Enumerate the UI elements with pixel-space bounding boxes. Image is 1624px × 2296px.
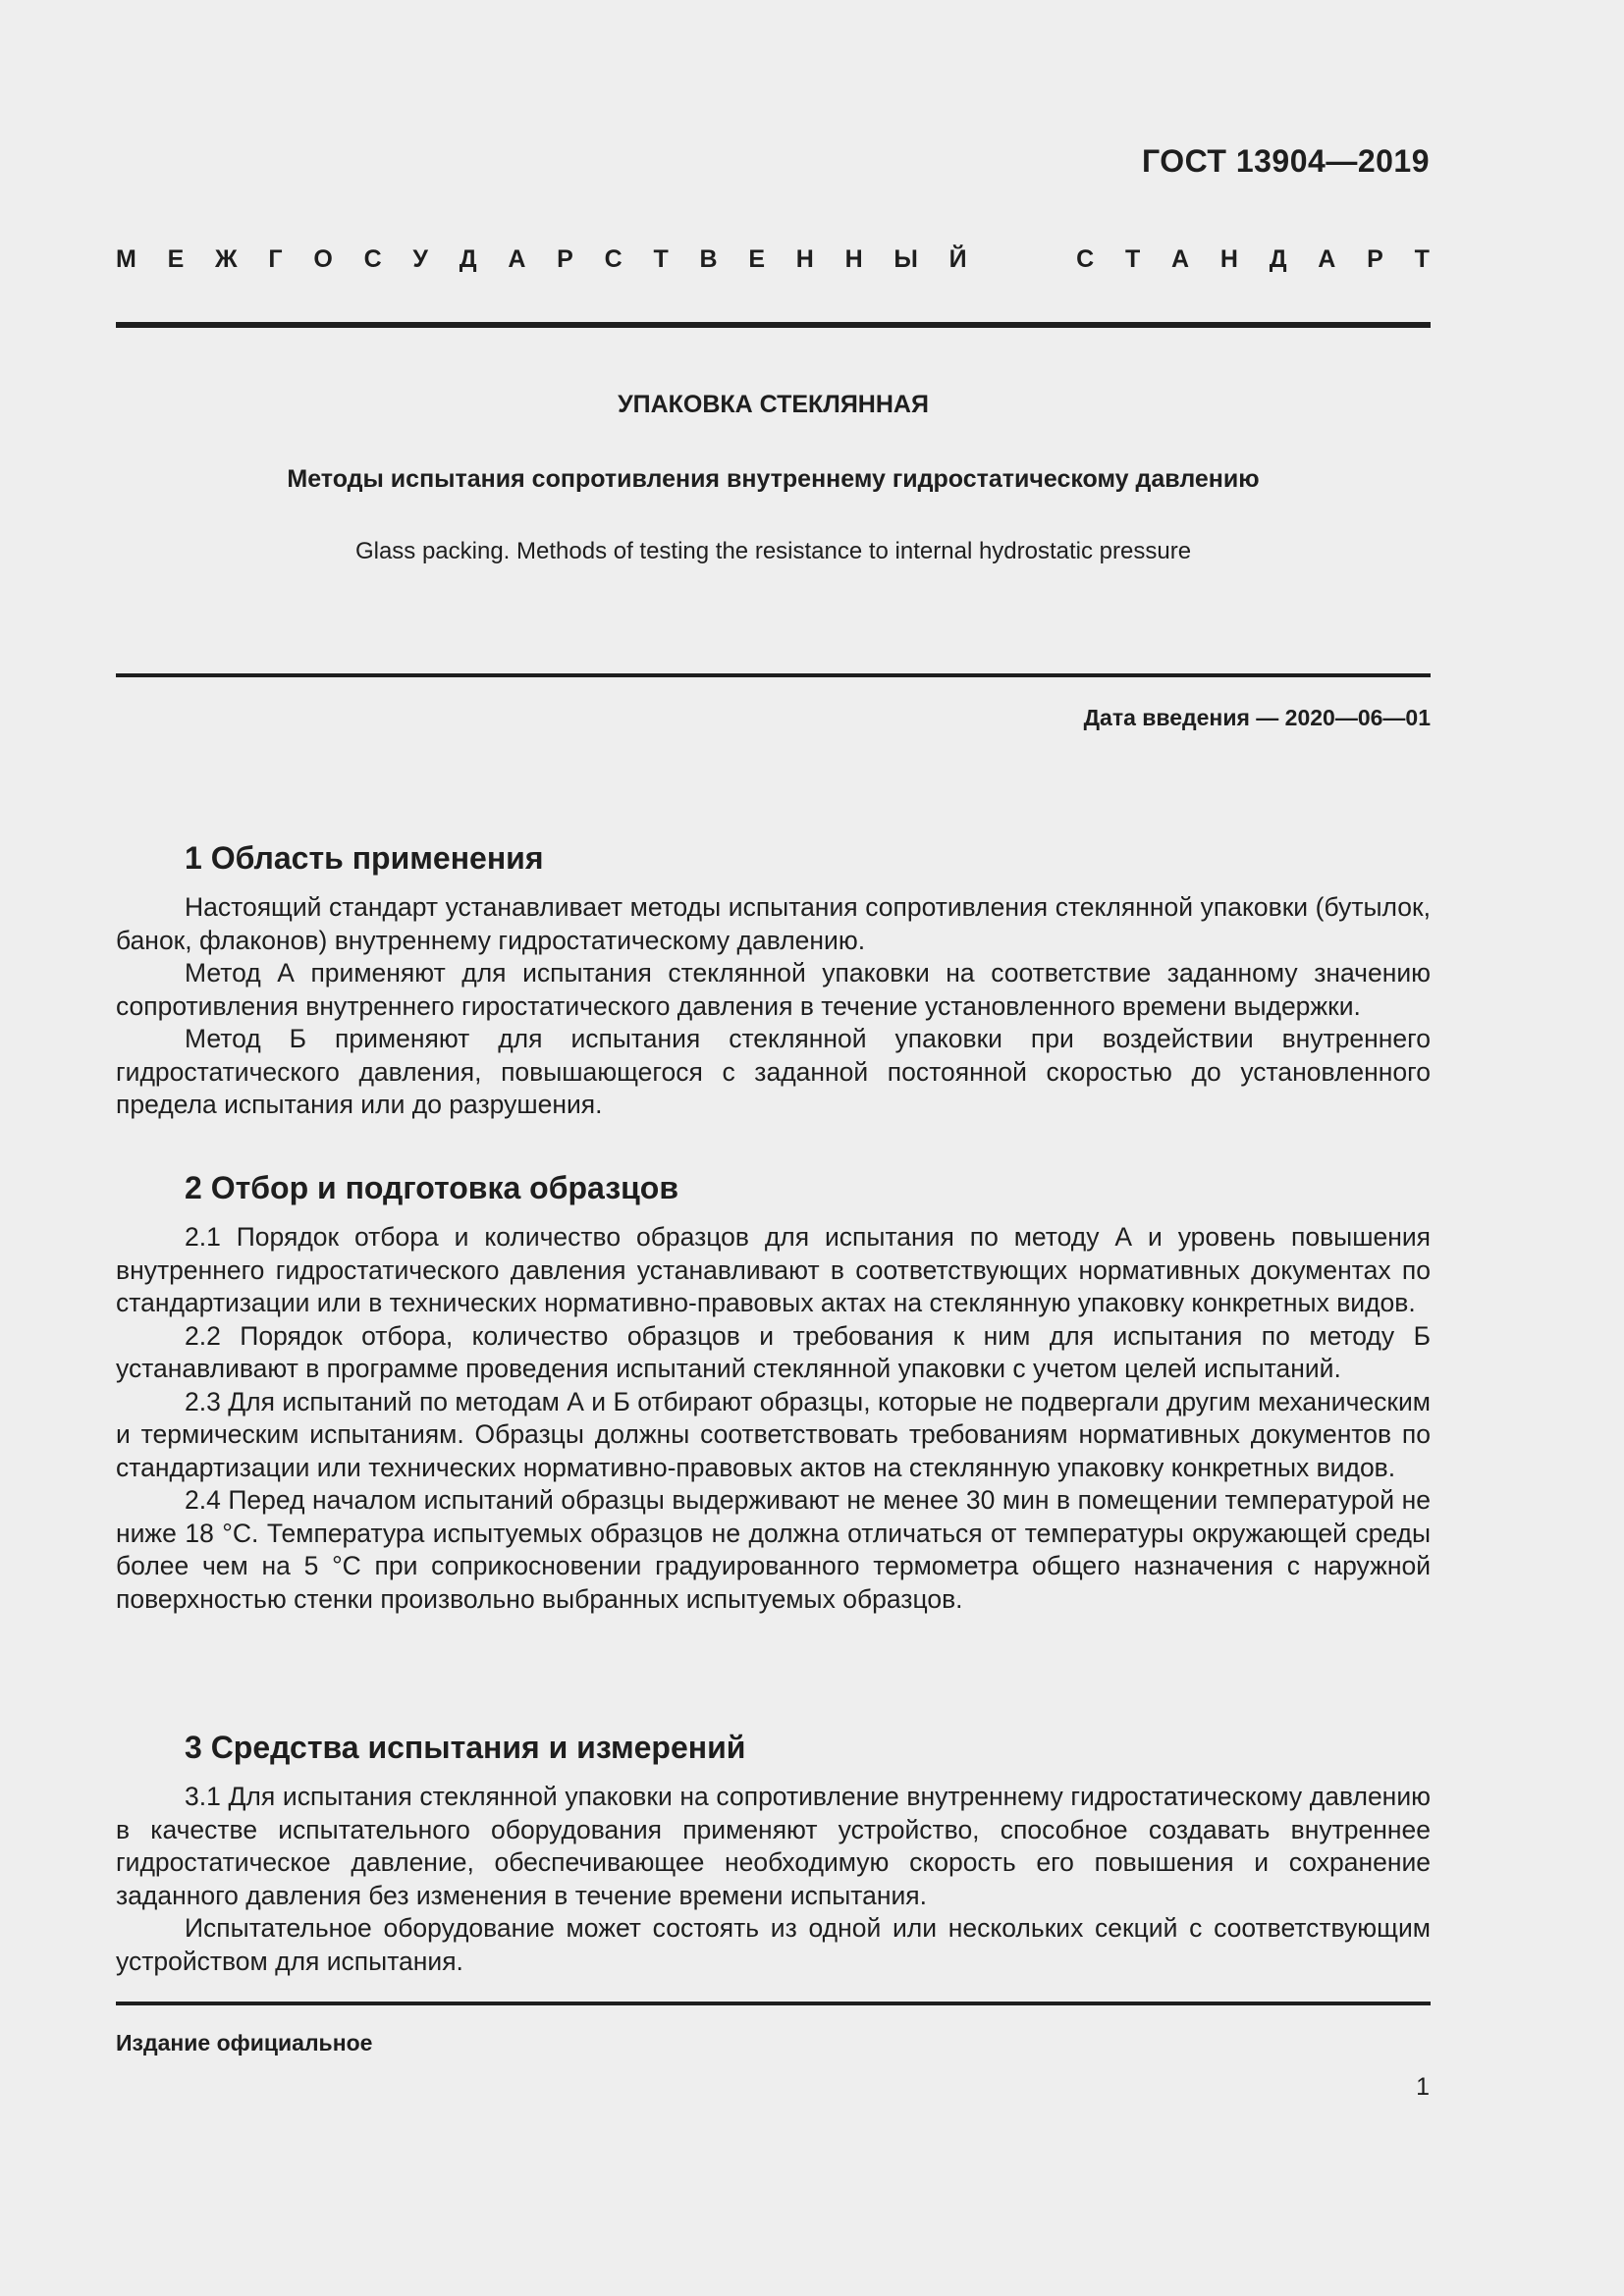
heading-letter: В	[699, 245, 718, 273]
heading-letter: Д	[459, 245, 477, 273]
heading-letter: Е	[748, 245, 765, 273]
heading-letter: С	[604, 245, 623, 273]
section-scope	[116, 838, 1431, 1122]
interstate-standard-heading	[116, 245, 1430, 274]
document-title: УПАКОВКА СТЕКЛЯННАЯ	[618, 391, 929, 418]
footer-divider	[116, 2002, 1431, 2005]
document-english-title: Glass packing. Methods of testing the resistance to internal hydrostatic pressure	[354, 538, 1192, 564]
header-divider	[116, 322, 1431, 328]
title-divider	[116, 673, 1431, 677]
gost-number: ГОСТ 13904—2019	[1141, 143, 1430, 179]
heading-letter: Ы	[893, 245, 918, 273]
section-heading: 3 Средства испытания и измерений	[185, 1730, 746, 1765]
introduction-date: Дата введения — 2020—06—01	[1083, 705, 1431, 730]
heading-letter: Т	[653, 245, 669, 273]
section-heading: 1 Область применения	[185, 840, 544, 876]
heading-letter: Р	[1367, 245, 1383, 273]
edition-label: Издание официальное	[116, 2030, 373, 2056]
paragraph: 2.1 Порядок отбора и количество образцов для испытания по методу А и уровень повышения внутреннего гидростатического давления устанавливают в соответствующих нормативных документах по стандартизации или в технических нормативно-правовых актах на стеклянную упаковку конкретных видов.	[116, 1222, 1431, 1317]
heading-letter: Й	[948, 245, 967, 273]
heading-letter: С	[1076, 245, 1095, 273]
section-heading: 2 Отбор и подготовка образцов	[185, 1170, 678, 1205]
page-number: 1	[1416, 2073, 1430, 2101]
paragraph: Метод Б применяют для испытания стеклянной упаковки при воздействии внутреннего гидростатического давления, повышающегося с заданной постоянной скоростью до установленного предела испытания или до разрушения.	[116, 1024, 1431, 1119]
heading-letter: С	[363, 245, 382, 273]
paragraph: Метод А применяют для испытания стеклянной упаковки на соответствие заданному значению сопротивления внутреннего гиростатического давления в течение установленного времени выдержки.	[116, 958, 1431, 1021]
document-subtitle: Методы испытания сопротивления внутреннему гидростатическому давлению	[287, 465, 1260, 493]
section-equipment	[116, 1728, 1431, 1978]
paragraph: Настоящий стандарт устанавливает методы испытания сопротивления стеклянной упаковки (бутылок, банок, флаконов) внутреннему гидростатическому давлению.	[116, 892, 1431, 955]
section-sampling	[116, 1168, 1431, 1616]
heading-letter: Н	[795, 245, 814, 273]
heading-letter: А	[1171, 245, 1190, 273]
heading-letter: Н	[1219, 245, 1238, 273]
paragraph: Испытательное оборудование может состоять из одной или нескольких секций с соответствующим устройством для испытания.	[116, 1913, 1431, 1976]
heading-letter: Т	[1414, 245, 1430, 273]
word-gap	[998, 245, 1045, 274]
heading-letter: У	[412, 245, 428, 273]
paragraph: 2.3 Для испытаний по методам А и Б отбирают образцы, которые не подвергали другим механическим и термическим испытаниям. Образцы должны соответствовать требованиям нормативных документов по стандартизации или технических нормативно-правовых актов на стеклянную упаковку конкретных видов.	[116, 1386, 1431, 1482]
heading-letter: Ж	[215, 245, 238, 273]
heading-letter: М	[116, 245, 136, 273]
paragraph: 2.4 Перед началом испытаний образцы выдерживают не менее 30 мин в помещении температурой не ниже 18 °С. Температура испытуемых образцов не должна отличаться от температуры окружающей среды более чем на 5 °С при соприкосновении градуированного термометра общего назначения с наружной поверхностью стенки произвольно выбранных испытуемых образцов.	[116, 1485, 1431, 1614]
heading-letter: А	[1318, 245, 1336, 273]
heading-letter: Р	[557, 245, 573, 273]
heading-letter: О	[313, 245, 333, 273]
heading-letter: А	[508, 245, 526, 273]
paragraph: 3.1 Для испытания стеклянной упаковки на сопротивление внутреннему гидростатическому давлению в качестве испытательного оборудования применяют устройство, способное создавать внутреннее гидростатическое давление, обеспечивающее необходимую скорость его повышения и сохранение заданного давления без изменения в течение времени испытания.	[116, 1782, 1431, 1910]
heading-letter: Д	[1269, 245, 1287, 273]
heading-letter: Е	[167, 245, 185, 273]
heading-letter: Н	[844, 245, 863, 273]
heading-letter: Г	[268, 245, 283, 273]
heading-letter: Т	[1125, 245, 1141, 273]
paragraph: 2.2 Порядок отбора, количество образцов и требования к ним для испытания по методу Б устанавливают в программе проведения испытаний стеклянной упаковки с учетом целей испытаний.	[116, 1320, 1431, 1383]
